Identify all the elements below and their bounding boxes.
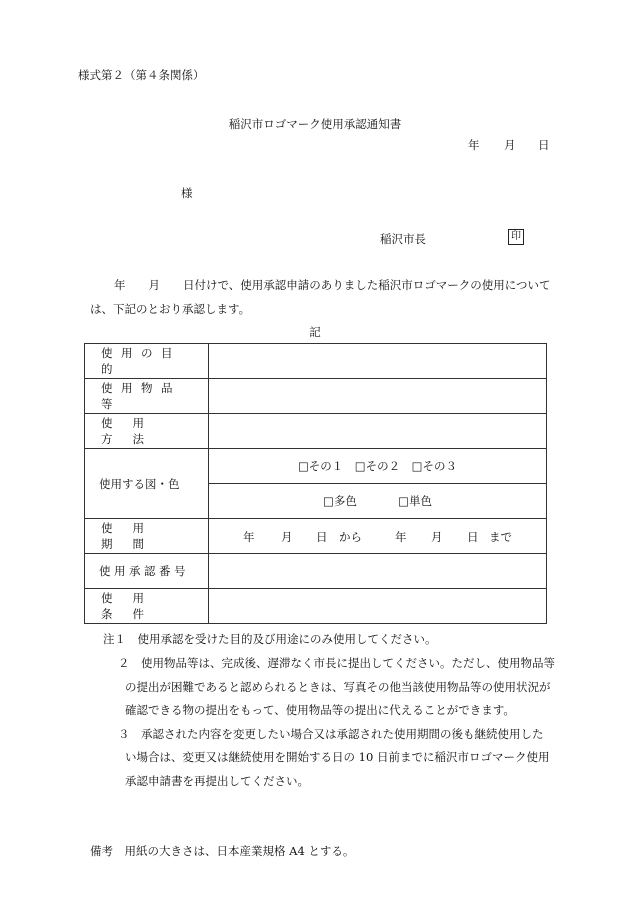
label-conditions: [85, 590, 208, 622]
value-color[interactable]: [209, 484, 547, 519]
period-end-day: 日: [467, 530, 479, 544]
row-period: [85, 519, 547, 554]
date-year: 年: [468, 138, 480, 152]
value-period[interactable]: [209, 519, 547, 554]
seal-mark: 印: [508, 229, 524, 245]
value-method[interactable]: [209, 414, 547, 449]
body-text-line1: 年 月 日付けで、使用承認申請のありました稲沢市ロゴマークの使用について: [114, 278, 551, 292]
label-purpose-text: 使用の目的: [101, 346, 181, 376]
note-3-line3: 承認申請書を再提出してください。: [125, 774, 309, 788]
label-method: [85, 415, 208, 447]
period-start-month: 月: [281, 530, 293, 544]
period-end-month: 月: [431, 530, 443, 544]
color-single[interactable]: □単色: [398, 494, 433, 508]
label-period: [85, 520, 208, 552]
note-3-line1: ３ 承認された内容を変更したい場合又は承認された使用期間の後も継続使用した: [118, 727, 544, 741]
row-approval-number: [85, 554, 547, 589]
body-text-line2: は、下記のとおり承認します。: [90, 302, 251, 316]
period-until: まで: [489, 530, 512, 544]
value-approval-number[interactable]: [209, 554, 547, 589]
row-conditions: [85, 589, 547, 624]
label-approval-number: 使用承認番号: [99, 564, 189, 578]
approval-table: [84, 343, 547, 624]
row-method: [85, 414, 547, 449]
value-items[interactable]: [209, 379, 547, 414]
issuer-mayor: 稲沢市長: [380, 232, 426, 246]
label-items-text: 使用物品等: [101, 381, 181, 411]
date-month: 月: [504, 138, 516, 152]
color-multi[interactable]: □多色: [322, 494, 357, 508]
note-3-line2: い場合は、変更又は継続使用を開始する日の 10 日前までに稲沢市ロゴマーク使用: [125, 750, 550, 764]
period-start-year: 年: [243, 530, 255, 544]
label-conditions-text: 使用条件: [101, 591, 164, 621]
label-items: [85, 380, 208, 412]
label-design: 使用する図・色: [99, 476, 180, 491]
date-day: 日: [538, 138, 550, 152]
period-end-year: 年: [395, 530, 407, 544]
label-period-text: 使用期間: [101, 521, 164, 551]
label-purpose: [85, 345, 208, 377]
remarks: 備考 用紙の大きさは、日本産業規格 A4 とする。: [90, 844, 355, 858]
note-2-line3: 確認できる物の提出をもって、使用物品等の提出に代えることができます。: [125, 703, 515, 717]
period-from: から: [339, 530, 362, 544]
form-number: 様式第２（第４条関係）: [78, 68, 205, 82]
value-conditions[interactable]: [209, 589, 547, 624]
label-method-text: 使用方法: [101, 416, 164, 446]
document-title: 稲沢市ロゴマーク使用承認通知書: [228, 117, 402, 131]
note-2-line1: ２ 使用物品等は、完成後、遅滞なく市長に提出してください。ただし、使用物品等: [118, 656, 555, 670]
value-purpose[interactable]: [209, 344, 547, 379]
row-purpose: [85, 344, 547, 379]
note-2-line2: の提出が困難であると認められるときは、写真その他当該使用物品等の使用状況が: [125, 680, 551, 694]
note-1: 注１ 使用承認を受けた目的及び用途にのみ使用してください。: [103, 632, 437, 646]
value-design-options[interactable]: □その１ □その２ □その３: [209, 449, 547, 484]
row-design: [85, 449, 547, 484]
row-items: [85, 379, 547, 414]
addressee-honorific: 様: [181, 186, 193, 200]
period-start-day: 日: [316, 530, 328, 544]
ki-heading: 記: [309, 325, 321, 339]
